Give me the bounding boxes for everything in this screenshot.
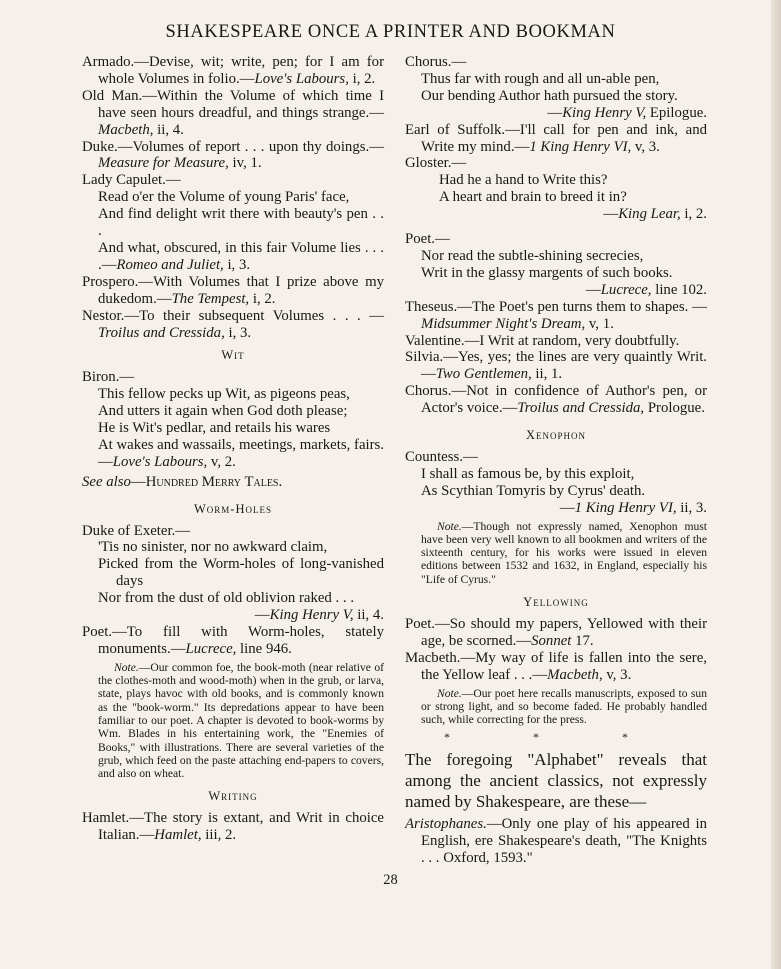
verse-line: Our bending Author hath pursued the story. (421, 87, 678, 104)
verse-line: And what, obscured, in this fair Volume lies . . . .—Romeo and Juliet, i, 3. (98, 239, 384, 273)
verse-line: Read o'er the Volume of young Paris' face, (98, 189, 350, 206)
verse-line: 'Tis no sinister, nor no awkward claim, (98, 539, 328, 556)
section-heading-wit: Wit (221, 348, 245, 363)
verse-line: He is Wit's pedlar, and retails his wares (98, 420, 331, 437)
citation: —King Lear, i, 2. (603, 206, 707, 223)
entry-valentine: Valentine.—I Writ at random, very doubtfully. (405, 332, 680, 349)
citation: —King Henry V, Epilogue. (547, 104, 707, 121)
verse-line: Picked from the Worm-holes of long-vanished days (98, 556, 384, 590)
entry-poet-yellow: Poet.—So should my papers, Yellowed with their age, be scorned.—Sonnet 17. (405, 615, 707, 649)
speaker-chorus: Chorus.— (405, 54, 467, 70)
speaker-gloster: Gloster.— (405, 155, 467, 172)
verse-line: Had he a hand to Write this? (439, 172, 608, 189)
citation: —1 King Henry VI, ii, 3. (559, 499, 707, 516)
note-worm-holes: Note.—Our common foe, the book-moth (near relative of the clothes-moth and wood-moth) when in the grub, or larva, state, plays havoc with old books, and is commonly known as the "book-worm." Its depredations appear to have been familiar to our poet. A chapter is devoted to book-worms by Wm. Blades in his entertaining work, the "Enemies of Books," with illustrations. There are several varieties of the grub, which feed on the paste attaching end-papers to covers, and also on wheat. (98, 660, 384, 781)
entry-macbeth: Macbeth.—My way of life is fallen into the sere, the Yellow leaf . . .—Macbeth, v, 3. (405, 649, 707, 683)
section-heading-yellowing: Yellowing (523, 595, 589, 610)
citation: —Lucrece, line 102. (585, 281, 707, 298)
page-header: SHAKESPEARE ONCE A PRINTER AND BOOKMAN (165, 22, 616, 42)
verse-line: I shall as famous be, by this exploit, (421, 465, 635, 482)
entry-earl-of-suffolk: Earl of Suffolk.—I'll call for pen and ink, and Write my mind.—1 King Henry VI, v, 3. (405, 121, 707, 155)
entry-aristophanes: Aristophanes.—Only one play of his appeared in English, ere Shakespeare's death, "The Knights . . . Oxford, 1593." (405, 816, 707, 867)
verse-line: Nor read the subtle-shining secrecies, (421, 247, 644, 264)
section-divider-stars: * * * (444, 730, 668, 745)
note-yellowing: Note.—Our poet here recalls manuscripts, exposed to sun or strong light, and so become faded. He probably handled such, while correcting for the press. (421, 686, 707, 727)
verse-line: And find delight writ there with beauty's pen . . . (98, 206, 384, 240)
speaker-duke-of-exeter: Duke of Exeter.— (82, 522, 191, 539)
entry-duke: Duke.—Volumes of report . . . upon thy doings.—Measure for Measure, iv, 1. (82, 138, 384, 172)
verse-line: Writ in the glassy margents of such books. (421, 264, 673, 281)
left-column (82, 54, 384, 844)
alphabet-paragraph: The foregoing "Alphabet" reveals that among the ancient classics, not expressly named by Shakespeare, are these— (405, 750, 707, 812)
see-also: See also—Hundred Merry Tales. (82, 473, 283, 490)
note-xenophon: Note.—Though not expressly named, Xenophon must have been very well known to all bookmen and writers of the sixteenth century, for his works were issued in eleven editions between 1532 and 1632, in England, especially his "Life of Cyrus." (421, 519, 707, 586)
section-heading-writing: Writing (208, 789, 258, 804)
section-heading-xenophon: Xenophon (525, 428, 587, 443)
entry-prospero: Prospero.—With Volumes that I prize above my dukedom.—The Tempest, i, 2. (82, 273, 384, 307)
speaker-poet: Poet.— (405, 231, 450, 248)
entry-nestor: Nestor.—To their subsequent Volumes . . . —Troilus and Cressida, i, 3. (82, 307, 384, 341)
verse-line: Thus far with rough and all un-able pen, (421, 70, 660, 87)
entry-theseus: Theseus.—The Poet's pen turns them to shapes. —Midsummer Night's Dream, v, 1. (405, 298, 707, 332)
entry-poet-worm: Poet.—To fill with Worm-holes, stately monuments.—Lucrece, line 946. (82, 624, 384, 657)
verse-line: Nor from the dust of old oblivion raked . . . (98, 590, 355, 607)
right-column (405, 54, 707, 867)
speaker-biron: Biron.— (82, 369, 135, 386)
verse-line: As Scythian Tomyris by Cyrus' death. (421, 482, 646, 499)
speaker-lady-capulet: Lady Capulet.— (82, 172, 181, 189)
citation: —King Henry V, ii, 4. (254, 607, 384, 624)
verse-line: At wakes and wassails, meetings, markets, fairs.—Love's Labours, v, 2. (98, 436, 385, 470)
entry-hamlet: Hamlet.—The story is extant, and Writ in choice Italian.—Hamlet, iii, 2. (82, 810, 384, 844)
verse-line: A heart and brain to breed it in? (439, 189, 627, 206)
section-heading-worm-holes: Worm-Holes (194, 501, 272, 516)
page-number: 28 (383, 872, 398, 888)
verse-line: And utters it again when God doth please; (98, 403, 348, 420)
speaker-countess: Countess.— (405, 448, 478, 465)
page-edge (771, 0, 781, 969)
entry-chorus: Chorus.—Not in confidence of Author's pen, or Actor's voice.—Troilus and Cressida, Prologue. (405, 383, 707, 417)
entry-old-man: Old Man.—Within the Volume of which time I have seen hours dreadful, and things strange.—Macbeth, ii, 4. (82, 87, 384, 138)
verse-line: This fellow pecks up Wit, as pigeons peas, (98, 386, 350, 403)
entry-silvia: Silvia.—Yes, yes; the lines are very quaintly Writ.—Two Gentlemen, ii, 1. (405, 349, 707, 383)
entry-armado: Armado.—Devise, wit; write, pen; for I am for whole Volumes in folio.—Love's Labours, i, 2. (82, 54, 384, 87)
